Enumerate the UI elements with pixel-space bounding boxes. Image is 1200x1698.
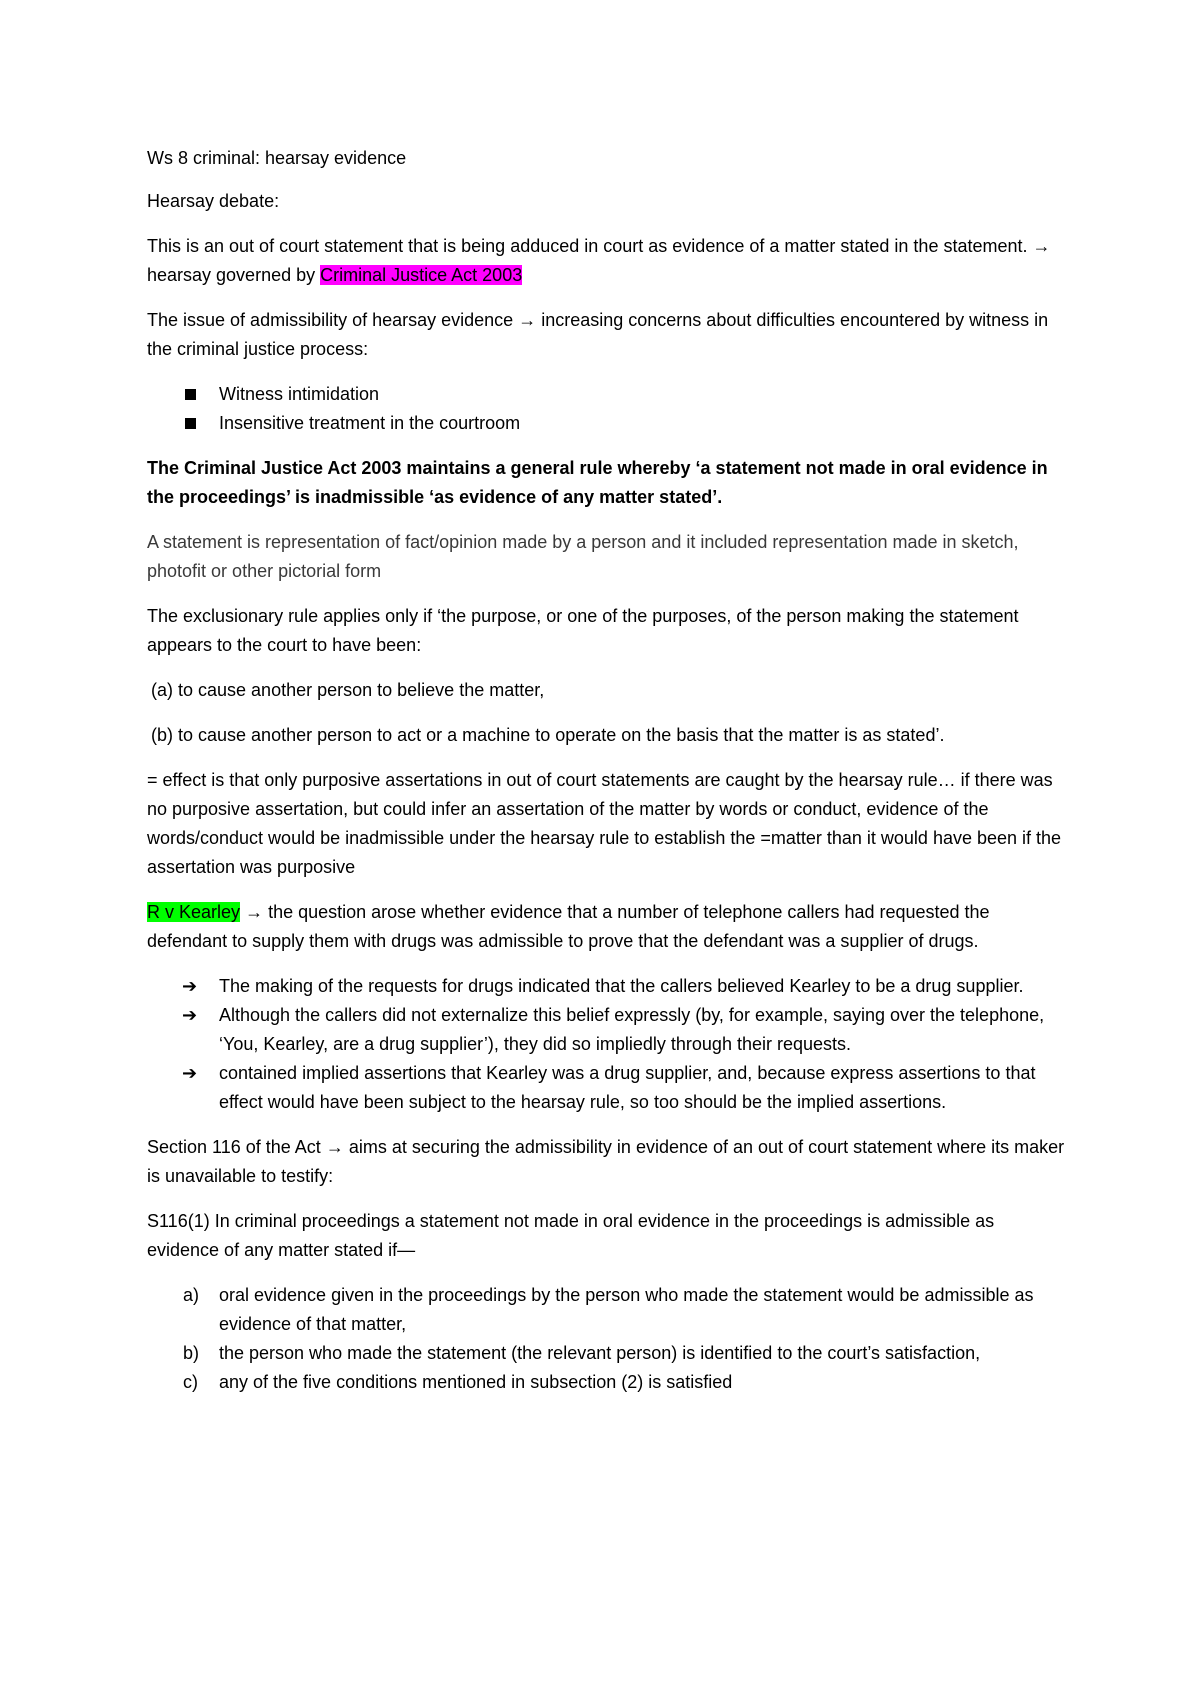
statement-definition: A statement is representation of fact/opinion made by a person and it included representation made in sketch, photofit or other pictorial form (147, 532, 1019, 581)
highlight-criminal-justice-act: Criminal Justice Act 2003 (320, 265, 523, 285)
list-item-text: contained implied assertions that Kearley was a drug supplier, and, because express assertions to that effect would have been subject to the hearsay rule, so too should be the implied assertions. (219, 1063, 1036, 1112)
arrow-bullet-icon: ➔ (182, 976, 198, 996)
list-item-text: The making of the requests for drugs indicated that the callers believed Kearley to be a drug supplier. (219, 976, 1024, 996)
list-item (147, 1368, 1070, 1397)
arrow-right-icon: → (325, 1137, 344, 1157)
list-label: b) (183, 1343, 200, 1363)
list-item-text: oral evidence given in the proceedings by the person who made the statement would be admissible as evidence of that matter, (219, 1285, 1034, 1334)
purpose-a: (a) to cause another person to believe the matter, (151, 680, 545, 700)
section-heading: Hearsay debate: (147, 191, 280, 211)
list-item (147, 1281, 1070, 1339)
list-label: c) (183, 1372, 198, 1392)
conditions-list (147, 1281, 1070, 1397)
admissibility-paragraph (147, 306, 1070, 364)
list-item-text: Witness intimidation (219, 384, 380, 404)
list-item-text: any of the five conditions mentioned in subsection (2) is satisfied (219, 1372, 733, 1392)
section-116-text-2: aims at securing the admissibility in evidence of an out of court statement where its maker is unavailable to testify: (147, 1137, 1065, 1186)
s116-1-paragraph: S116(1) In criminal proceedings a statement not made in oral evidence in the proceedings is admissible as evidence of any matter stated if— (147, 1211, 995, 1260)
list-item (147, 1339, 1070, 1368)
case-text: the question arose whether evidence that a number of telephone callers had requested the defendant to supply them with drugs was admissible to prove that the defendant was a supplier of drugs. (147, 902, 990, 951)
arrow-bullet-icon: ➔ (182, 1063, 198, 1083)
list-item-text: Although the callers did not externalize this belief expressly (by, for example, saying over the telephone, ‘You, Kearley, are a drug supplier’), they did so impliedly through their requests. (219, 1005, 1045, 1054)
case-paragraph (147, 898, 1070, 956)
general-rule-paragraph: The Criminal Justice Act 2003 maintains a general rule whereby ‘a statement not made in oral evidence in the proceedings’ is inadmissible ‘as evidence of any matter stated’. (147, 458, 1048, 507)
definition-text: This is an out of court statement that is being adduced in court as evidence of a matter stated in the statement. (147, 236, 1028, 256)
effect-paragraph: = effect is that only purposive assertations in out of court statements are caught by the hearsay rule… if there was no purposive assertation, but could infer an assertation of the matter by words or conduct, evidence of the words/conduct would be inadmissible under the hearsay rule to establish the =matter than it would have been if the assertation was purposive (147, 770, 1062, 877)
document-title: Ws 8 criminal: hearsay evidence (147, 148, 407, 168)
admissibility-text: The issue of admissibility of hearsay evidence (147, 310, 514, 330)
list-item (147, 1059, 1070, 1117)
arrow-bullet-icon: ➔ (182, 1005, 198, 1025)
section-116-text: Section 116 of the Act (147, 1137, 321, 1157)
purpose-b: (b) to cause another person to act or a machine to operate on the basis that the matter is as stated’. (151, 725, 945, 745)
highlight-case-name: R v Kearley (147, 902, 241, 922)
hearsay-definition (147, 232, 1070, 290)
concerns-list (147, 380, 1070, 438)
admissibility-text-2: increasing concerns about difficulties encountered by witness in the criminal justice process: (147, 310, 1049, 359)
arrow-right-icon: → (518, 310, 537, 330)
list-label: a) (183, 1285, 200, 1305)
case-points-list (147, 972, 1070, 1117)
list-item (147, 972, 1070, 1001)
list-item (147, 409, 1070, 438)
definition-text-2: hearsay governed by (147, 265, 316, 285)
list-item-text: Insensitive treatment in the courtroom (219, 413, 521, 433)
square-bullet-icon (185, 418, 196, 429)
list-item (147, 1001, 1070, 1059)
list-item-text: the person who made the statement (the relevant person) is identified to the court’s satisfaction, (219, 1343, 981, 1363)
arrow-right-icon: → (1032, 236, 1051, 256)
section-116-paragraph (147, 1133, 1070, 1191)
square-bullet-icon (185, 389, 196, 400)
list-item (147, 380, 1070, 409)
arrow-right-icon: → (245, 902, 264, 922)
exclusionary-rule-paragraph: The exclusionary rule applies only if ‘the purpose, or one of the purposes, of the person making the statement appears to the court to have been: (147, 606, 1019, 655)
